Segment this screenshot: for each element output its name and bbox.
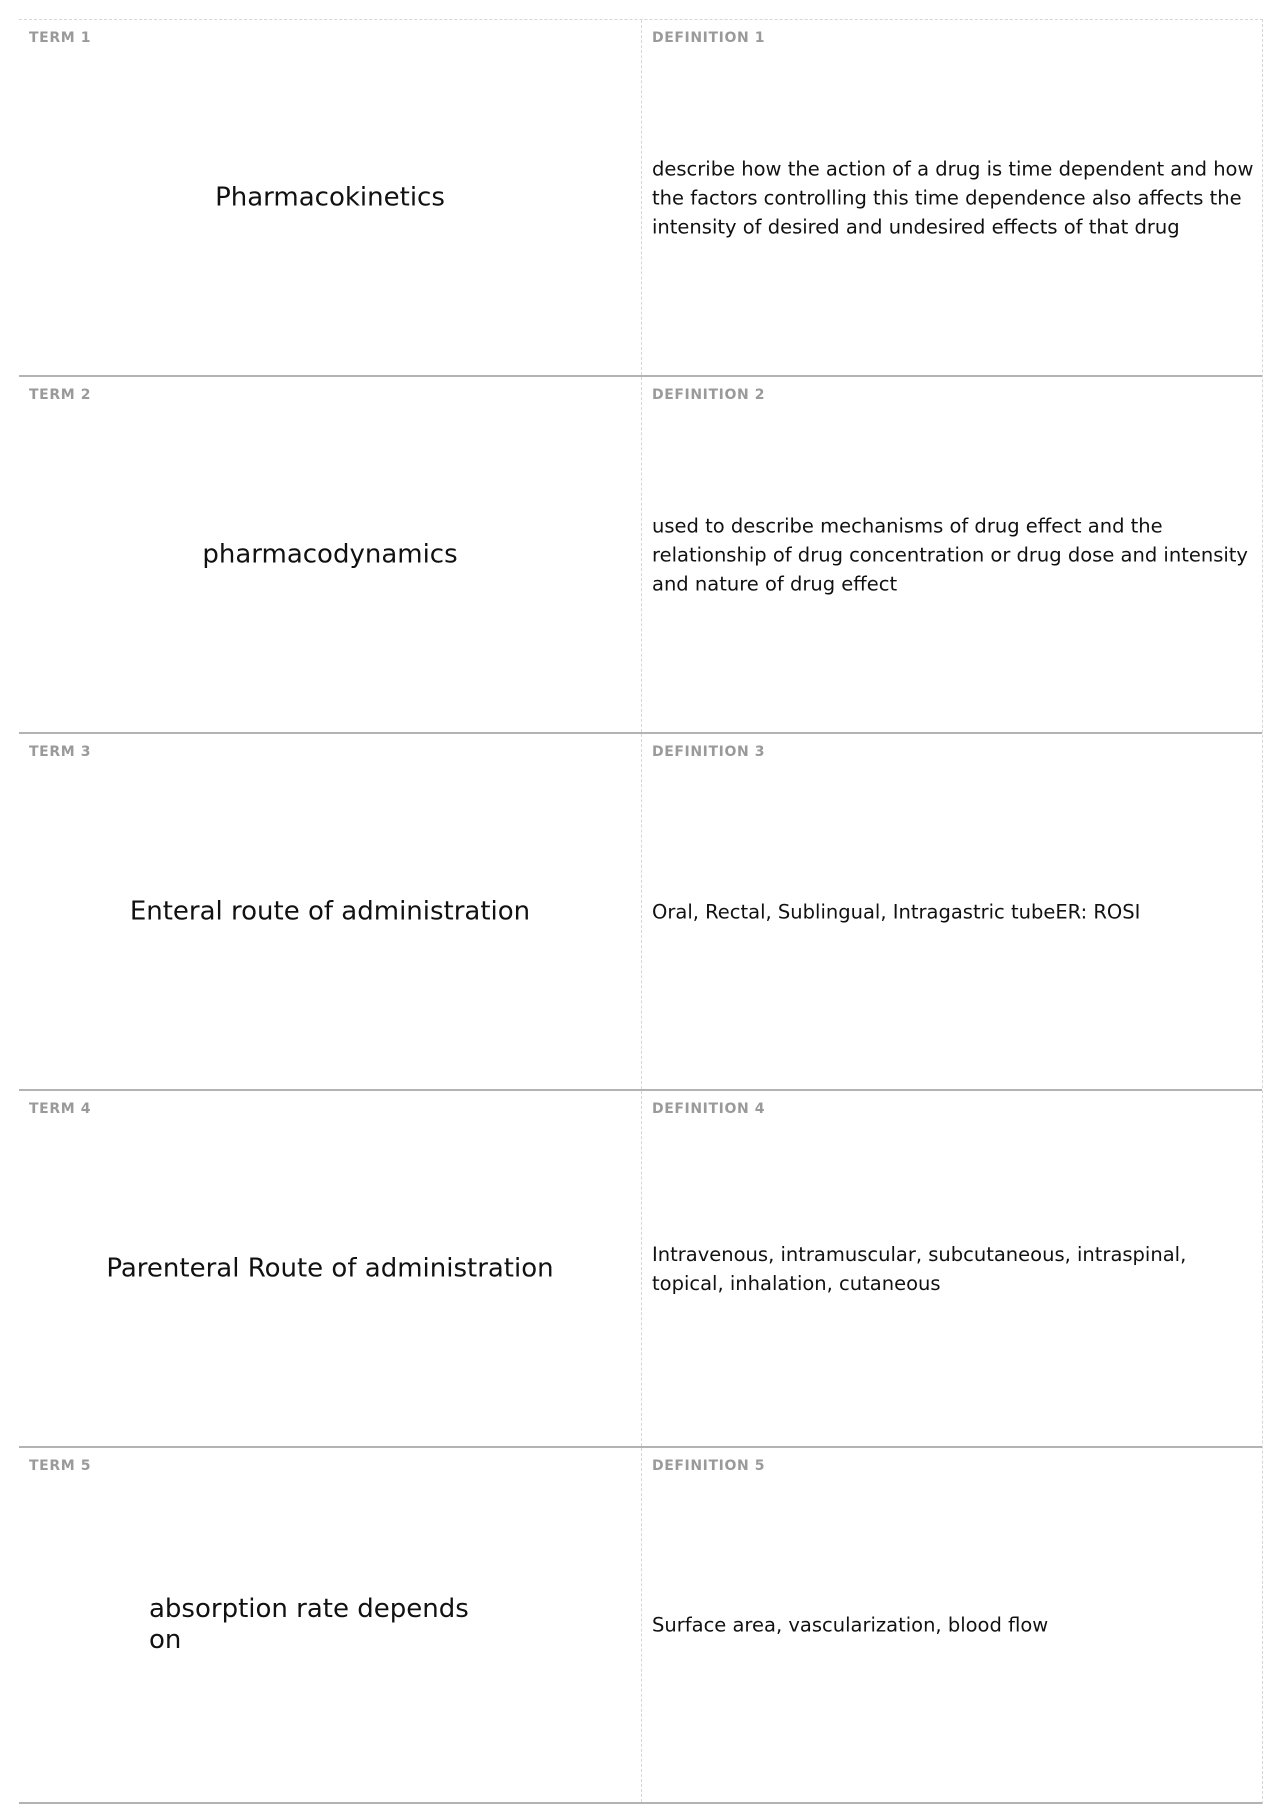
term-label: TERM 3 [29, 744, 92, 760]
term-cell [19, 734, 642, 1089]
flashcard-row [19, 377, 1262, 734]
definition-cell [642, 377, 1262, 732]
term-label: TERM 1 [29, 30, 92, 46]
term-cell [19, 1091, 642, 1446]
flashcard-sheet [19, 19, 1263, 1804]
definition-text: Surface area, vascularization, blood flow [652, 1613, 1049, 1637]
definition-cell [642, 734, 1262, 1089]
term-text: Enteral route of administration [129, 896, 531, 926]
term-cell [19, 20, 642, 375]
term-label: TERM 4 [29, 1101, 92, 1117]
definition-label: DEFINITION 1 [652, 30, 766, 46]
term-cell [19, 377, 642, 732]
definition-cell [642, 20, 1262, 375]
term-text: pharmacodynamics [202, 539, 458, 569]
definition-text: describe how the action of a drug is time dependent and how the factors controlling this time dependence also affects the intensity of desired and undesired effects of that drug [652, 157, 1254, 238]
term-label: TERM 2 [29, 387, 92, 403]
definition-text: Intravenous, intramuscular, subcutaneous, intraspinal, topical, inhalation, cutaneous [652, 1242, 1187, 1295]
term-cell [19, 1448, 642, 1802]
definition-label: DEFINITION 2 [652, 387, 766, 403]
term-text: absorption rate depends on [149, 1594, 469, 1655]
definition-text: Oral, Rectal, Sublingual, Intragastric tubeER: ROSI [652, 900, 1141, 923]
flashcard-row [19, 1448, 1262, 1804]
definition-text: used to describe mechanisms of drug effect and the relationship of drug concentration or drug dose and intensity and nature of drug effect [652, 514, 1248, 595]
definition-label: DEFINITION 3 [652, 744, 766, 760]
definition-cell [642, 1448, 1262, 1802]
flashcard-row [19, 1091, 1262, 1448]
term-text: Pharmacokinetics [215, 182, 445, 212]
definition-label: DEFINITION 4 [652, 1101, 766, 1117]
term-label: TERM 5 [29, 1458, 92, 1474]
definition-cell [642, 1091, 1262, 1446]
definition-label: DEFINITION 5 [652, 1458, 766, 1474]
term-text: Parenteral Route of administration [106, 1253, 554, 1283]
flashcard-row [19, 734, 1262, 1091]
flashcard-row [19, 20, 1262, 377]
